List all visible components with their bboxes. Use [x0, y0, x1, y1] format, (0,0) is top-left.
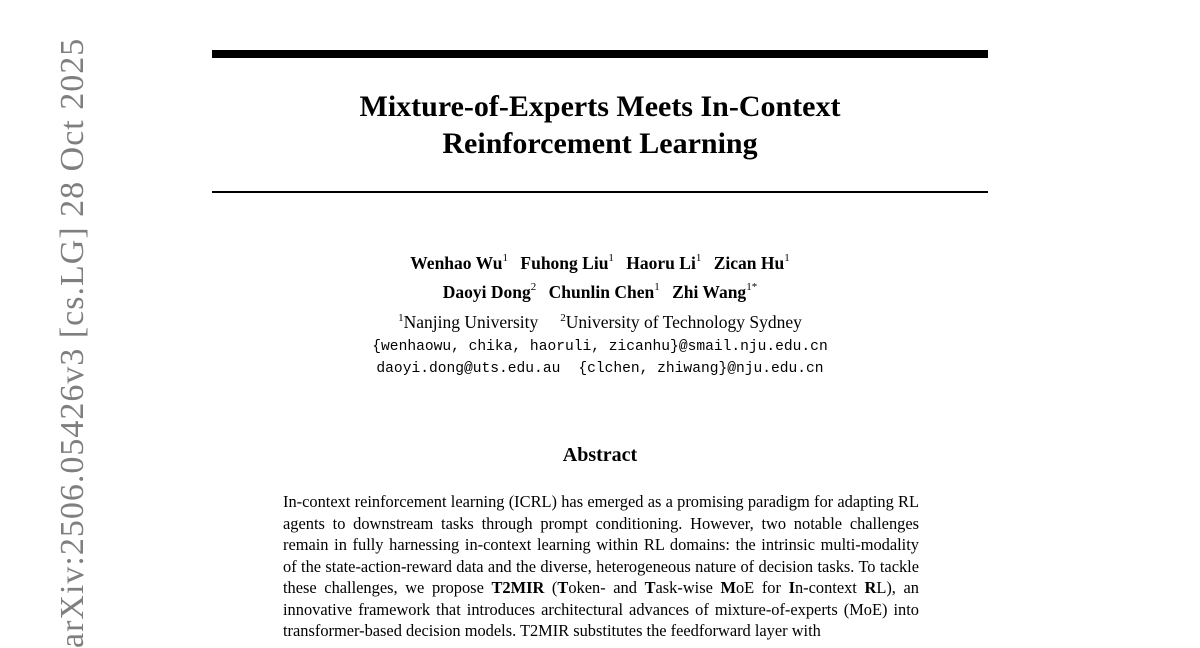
abstract-heading: Abstract: [562, 444, 638, 466]
email-line-2: [212, 358, 988, 380]
arxiv-identifier-stamp: arXiv:2506.05426v3 [cs.LG] 28 Oct 2025: [54, 37, 91, 648]
author: Daoyi Dong$^2$: [442, 280, 537, 302]
author: Haoru Li$^1$: [626, 252, 702, 273]
affiliation: $^1$Nanjing University: [398, 311, 539, 332]
author: Chunlin Chen$^1$: [548, 280, 660, 302]
author: Wenhao Wu$^1$: [410, 252, 509, 273]
method-name: T2MIR: [491, 578, 545, 597]
email: {clchen, zhiwang}@nju.edu.cn: [578, 361, 824, 377]
email: daoyi.dong@uts.edu.au: [376, 361, 561, 377]
title-line-1: Mixture-of-Experts Meets In-Context: [359, 90, 841, 123]
abstract-text: In-context reinforcement learning (ICRL) has emerged as a promising paradigm for adapting RL agents to downstream tasks through prompt conditioning. However, two notable challenges remain in fully harnessing in-context learning within RL domains: the intrinsic multi-modality of the state-action-reward data and the diverse, heterogeneous nature of decision tasks. To tackle these challenges, we propose T2MIR (Token- and Task-wise MoE for In-context RL), an innovative framework that introduces architectural advances of mixture-of-experts (MoE) into transformer-based decision models. T2MIR substitutes the feedforward layer with: [283, 492, 919, 640]
affiliations: [212, 306, 988, 334]
paper-title: [212, 88, 988, 162]
author: Zhi Wang$^{1*}$: [672, 280, 758, 302]
affiliation: $^2$University of Technology Sydney: [560, 311, 802, 332]
author-line-2: [212, 276, 988, 305]
author-list: [212, 247, 988, 305]
title-line-2: Reinforcement Learning: [442, 127, 758, 160]
author-emails: [212, 336, 988, 380]
email-line-1: {wenhaowu, chika, haoruli, zicanhu}@smail.nju.edu.cn: [372, 339, 828, 355]
author: Zican Hu$^1$: [713, 252, 790, 273]
author-line-1: [212, 247, 988, 276]
title-top-rule: [212, 50, 988, 58]
author: Fuhong Liu$^1$: [520, 252, 614, 273]
title-bottom-rule: [212, 191, 988, 193]
